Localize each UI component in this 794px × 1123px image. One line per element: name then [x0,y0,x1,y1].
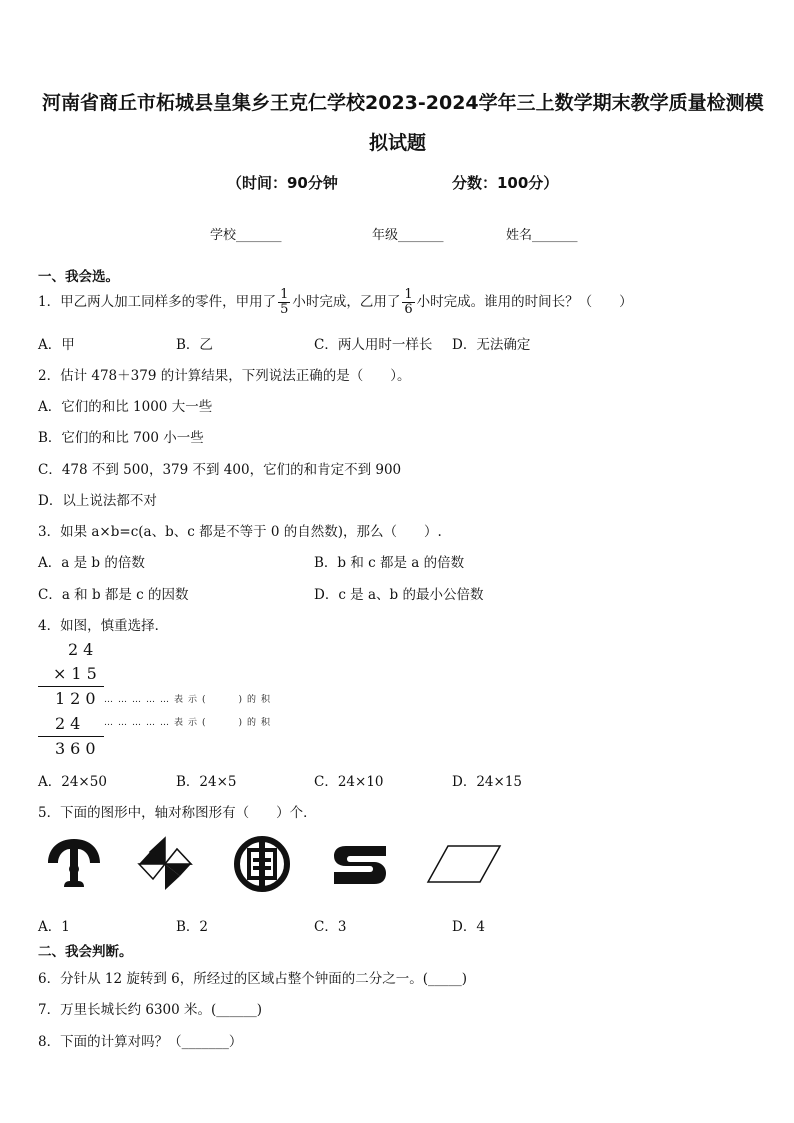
q5-option-d[interactable]: D．4 [452,919,485,935]
q1-option-b[interactable]: B．乙 [176,337,213,353]
vertical-multiplication [38,640,298,760]
question-1-stem [38,288,633,317]
shape-3-bank-logo-icon [234,836,290,892]
question-7: 7．万里长城长约 6300 米。(______) [38,1002,263,1018]
mult-line-1 [38,686,104,687]
shape-4-s-logo-icon [330,842,390,888]
q2-option-a[interactable]: A．它们的和比 1000 大一些 [38,399,213,415]
question-4-stem: 4．如图，慎重选择． [38,618,169,634]
exam-score: 分数：100分） [452,174,559,192]
q1-text-part2: 小时完成，乙用了 [292,294,401,310]
q4-option-a[interactable]: A．24×50 [38,774,107,790]
mult-line-2 [38,736,104,737]
question-3-stem: 3．如果 a×b=c(a、b、c 都是不等于 0 的自然数)，那么（ ）. [38,524,442,540]
shape-1-anchor-icon [44,833,104,893]
fraction-one-fifth [278,288,290,317]
q1-text-part1: 1．甲乙两人加工同样多的零件，甲用了 [38,294,277,310]
q1-option-a[interactable]: A．甲 [38,337,75,353]
q2-option-c[interactable]: C．478 不到 500，379 不到 400，它们的和肯定不到 900 [38,462,402,478]
q1-option-c[interactable]: C．两人用时一样长 [314,337,433,353]
section-heading-choice: 一、我会选。 [38,269,119,285]
question-5-stem: 5．下面的图形中，轴对称图形有（ ）个． [38,805,317,821]
q4-option-b[interactable]: B．24×5 [176,774,237,790]
mult-row-multiplicand: 24 [68,640,99,659]
mult-row-product: 360 [55,739,101,758]
mult-note-2: ……………表示( )的积 [104,718,276,728]
q3-option-a[interactable]: A．a 是 b 的倍数 [38,555,145,571]
q4-option-c[interactable]: C．24×10 [314,774,384,790]
name-field[interactable]: 姓名_______ [506,228,578,243]
q5-option-c[interactable]: C．3 [314,919,347,935]
q2-option-b[interactable]: B．它们的和比 700 小一些 [38,430,204,446]
school-field[interactable]: 学校_______ [210,228,282,243]
fraction-numerator: 1 [280,287,289,302]
exam-time: （时间：90分钟 [227,174,338,192]
shape-5-parallelogram-icon [426,844,502,884]
mult-row-multiplier: ×15 [53,664,102,683]
q5-option-a[interactable]: A．1 [38,919,70,935]
grade-field[interactable]: 年级_______ [372,228,444,243]
mult-row-partial-1: 120 [55,689,101,708]
q3-option-b[interactable]: B．b 和 c 都是 a 的倍数 [314,555,465,571]
question-2-stem: 2．估计 478＋379 的计算结果，下列说法正确的是（ ）。 [38,368,411,384]
fraction-denominator: 5 [280,302,289,317]
mult-row-partial-2: 24 [55,714,86,733]
shape-2-pinwheel-icon [136,835,194,893]
q1-option-d[interactable]: D．无法确定 [452,337,531,353]
question-8: 8．下面的计算对吗？（_______） [38,1034,243,1050]
q5-option-b[interactable]: B．2 [176,919,209,935]
page-title-line2: 拟试题 [369,132,427,154]
fraction-numerator: 1 [404,287,413,302]
mult-note-1: ……………表示( )的积 [104,695,276,705]
section-heading-judge: 二、我会判断。 [38,944,133,960]
question-6: 6．分针从 12 旋转到 6，所经过的区域占整个钟面的二分之一。(_____) [38,971,468,987]
q2-option-d[interactable]: D．以上说法都不对 [38,493,157,509]
q3-option-d[interactable]: D．c 是 a、b 的最小公倍数 [314,587,484,603]
q4-option-d[interactable]: D．24×15 [452,774,522,790]
fraction-one-sixth [402,288,414,317]
page-title-line1: 河南省商丘市柘城县皇集乡王克仁学校2023-2024学年三上数学期末教学质量检测模 [42,92,764,114]
fraction-denominator: 6 [404,302,413,317]
q1-text-part3: 小时完成。谁用的时间长？（ ） [416,294,633,310]
q3-option-c[interactable]: C．a 和 b 都是 c 的因数 [38,587,189,603]
